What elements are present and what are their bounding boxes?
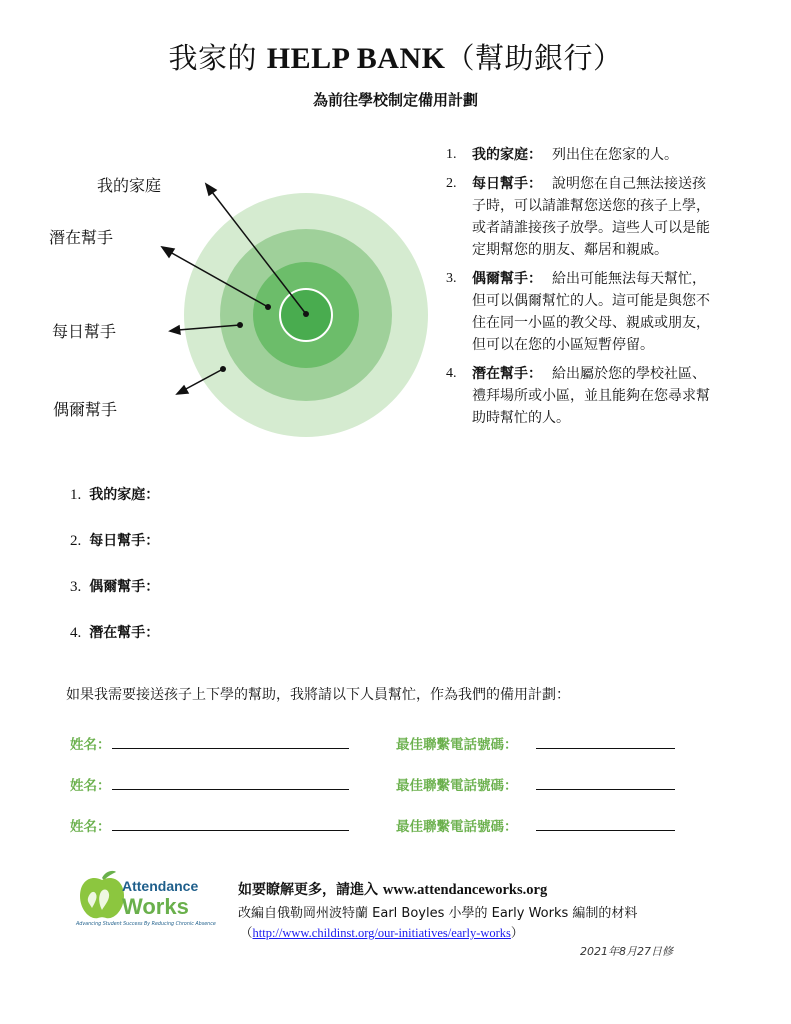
desc-item-occasional: 3. 偶爾幫手： 給出可能無法每天幫忙， 但可以偶爾幫忙的人。這可能是與您不 住在同一小區的教父母、親戚或朋友， 但可以在您的小區短暫停留。 xyxy=(446,271,710,353)
name-field-2[interactable] xyxy=(112,789,349,790)
phone-label-2: 最佳聯繫電話號碼： xyxy=(396,778,518,794)
title-cn-b: （幫助銀行） xyxy=(445,41,623,75)
name-field-3[interactable] xyxy=(112,830,349,831)
desc-item-family: 1. 我的家庭： 列出住在您家的人。 xyxy=(446,147,678,163)
label-occasional: 偶爾幫手 xyxy=(53,400,118,419)
name-field-1[interactable] xyxy=(112,748,349,749)
arrowhead-potential xyxy=(162,247,174,257)
label-potential: 潛在幫手 xyxy=(49,228,114,247)
desc-item-potential: 4. 潛在幫手： 給出屬於您的學校社區、 禮拜場所或小區，並且能夠在您尋求幫 助時幫忙的人。 xyxy=(446,366,710,426)
name-label-3: 姓名： xyxy=(70,819,111,835)
phone-field-2[interactable] xyxy=(536,789,675,790)
phone-field-3[interactable] xyxy=(536,830,675,831)
phone-label-3: 最佳聯繫電話號碼： xyxy=(396,819,518,835)
early-works-link[interactable]: http://www.childinst.org/our-initiatives/early-works xyxy=(252,926,511,940)
desc-item-everyday: 2. 每日幫手： 說明您在自己無法接送孩 子時，可以請誰幫您送您的孩子上學， 或者請誰接孩子放學。這些人可以是能 定期幫您的朋友、鄰居和親戚。 xyxy=(446,176,710,258)
fill-item-everyday[interactable]: 2. 每日幫手： xyxy=(70,533,160,549)
page-title xyxy=(0,36,791,77)
arrowhead-everyday xyxy=(170,326,180,334)
attendance-works-logo: Attendance Works Advancing Student Success By Reducing Chronic Absence xyxy=(76,866,216,932)
fill-item-family[interactable]: 1. 我的家庭： xyxy=(70,487,160,503)
phone-field-1[interactable] xyxy=(536,748,675,749)
name-label-2: 姓名： xyxy=(70,778,111,794)
title-cn-a: 我家的 xyxy=(168,41,258,75)
plan-text: 如果我需要接送孩子上下學的幫助，我將請以下人員幫忙，作為我們的備用計劃： xyxy=(66,687,570,703)
page-subtitle: 為前往學校制定備用計劃 xyxy=(312,91,478,109)
apple-icon xyxy=(76,868,128,924)
footer-source: 改編自俄勒岡州波特蘭 Earl Boyles 小學的 Early Works 編制的材料 xyxy=(238,906,638,921)
fill-item-occasional[interactable]: 3. 偶爾幫手： xyxy=(70,579,160,595)
revision-date: 2021年8月27日修 xyxy=(580,945,673,958)
footer-link-line: （http://www.childinst.org/our-initiatives/early-works） xyxy=(240,926,524,940)
arrowhead-occasional xyxy=(177,386,188,394)
name-label-1: 姓名： xyxy=(70,737,111,753)
description-list xyxy=(446,144,746,436)
footer-main: 如要瞭解更多，請進入 www.attendanceworks.org xyxy=(238,882,548,898)
label-family: 我的家庭 xyxy=(97,176,162,195)
arrowhead-family xyxy=(206,184,216,195)
title-en: HELP BANK xyxy=(266,42,446,75)
footer-website[interactable]: www.attendanceworks.org xyxy=(382,882,548,898)
label-everyday: 每日幫手 xyxy=(52,322,117,341)
phone-label-1: 最佳聯繫電話號碼： xyxy=(396,737,518,753)
fill-item-potential[interactable]: 4. 潛在幫手： xyxy=(70,625,160,641)
